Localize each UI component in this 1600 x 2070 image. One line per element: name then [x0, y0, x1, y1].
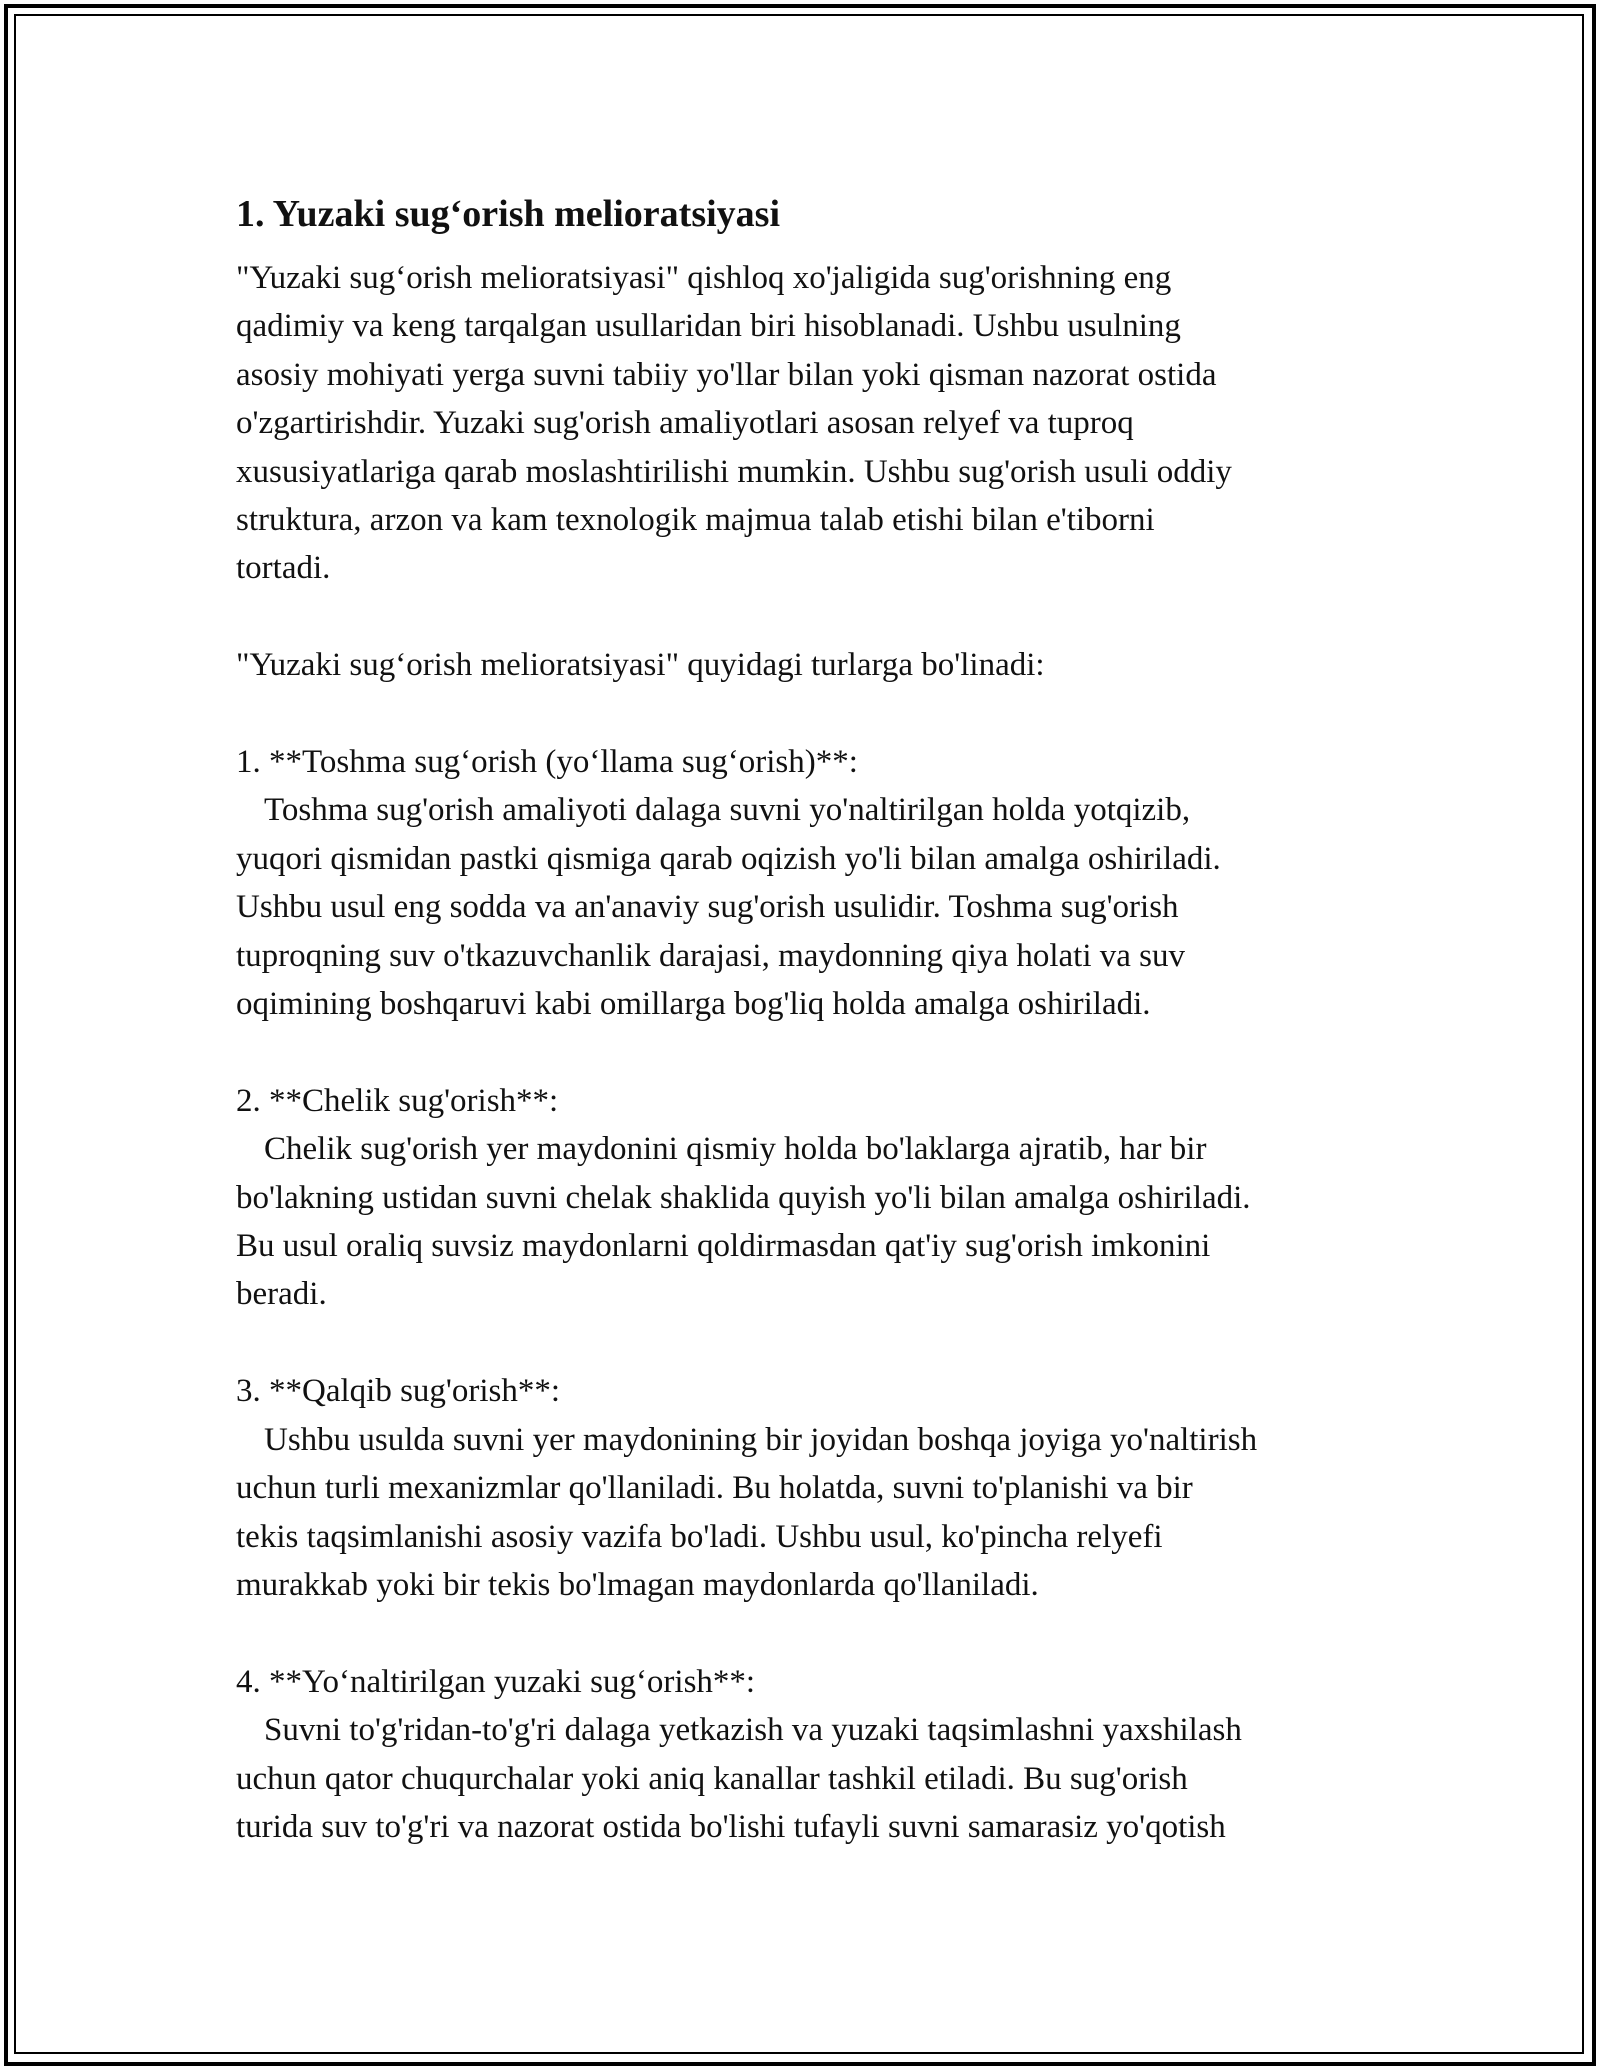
list-item-line: tuproqning suv o'tkazuvchanlik darajasi, maydonning qiya holati va suv: [236, 937, 1186, 974]
list-item-line: tekis taqsimlanishi asosiy vazifa bo'ladi. Ushbu usul, ko'pincha relyefi: [236, 1518, 1163, 1555]
paragraph-spacer: [236, 690, 1396, 738]
document-body: [236, 186, 1396, 1851]
list-item: [236, 1658, 1396, 1852]
intro-line: "Yuzaki sug‘orish melioratsiyasi" qishloq xo'jaligida sug'orishning eng: [236, 260, 1172, 296]
intro-line: struktura, arzon va kam texnologik majmua talab etishi bilan e'tiborni: [236, 502, 1155, 539]
list-item-line: oqimining boshqaruvi kabi omillarga bog'liq holda amalga oshiriladi.: [236, 986, 1151, 1023]
intro-line: tortadi.: [236, 550, 331, 587]
paragraph-spacer: [236, 1319, 1396, 1367]
intro-paragraph: [236, 254, 1396, 593]
list-item-line: Suvni to'g'ridan-to'g'ri dalaga yetkazish va yuzaki taqsimlashni yaxshilash: [264, 1712, 1242, 1749]
list-item: [236, 1367, 1396, 1609]
list-item-title: 2. **Chelik sug'orish**:: [236, 1082, 559, 1119]
section-heading: 1. Yuzaki sug‘orish melioratsiyasi: [236, 193, 781, 235]
paragraph-spacer: [236, 1609, 1396, 1657]
intro-line: xususiyatlariga qarab moslashtirilishi mumkin. Ushbu sug'orish usuli oddiy: [236, 453, 1232, 490]
list-item-line: murakkab yoki bir tekis bo'lmagan maydonlarda qo'llaniladi.: [236, 1566, 1039, 1603]
types-intro: "Yuzaki sug‘orish melioratsiyasi" quyidagi turlarga bo'linadi:: [236, 647, 1045, 684]
list-item-title: 1. **Toshma sug‘orish (yo‘llama sug‘orish)**:: [236, 744, 858, 781]
list-item-line: Toshma sug'orish amaliyoti dalaga suvni yo'naltirilgan holda yotqizib,: [264, 792, 1191, 829]
list-item-line: beradi.: [236, 1276, 327, 1313]
intro-line: o'zgartirishdir. Yuzaki sug'orish amaliyotlari asosan relyef va tuproq: [236, 405, 1134, 442]
list-item-line: Ushbu usulda suvni yer maydonining bir joyidan boshqa joyiga yo'naltirish: [264, 1421, 1258, 1458]
intro-line: asosiy mohiyati yerga suvni tabiiy yo'llar bilan yoki qisman nazorat ostida: [236, 356, 1217, 393]
list-item-line: uchun turli mexanizmlar qo'llaniladi. Bu holatda, suvni to'planishi va bir: [236, 1470, 1193, 1507]
list-item-line: turida suv to'g'ri va nazorat ostida bo'lishi tufayli suvni samarasiz yo'qotish: [236, 1808, 1226, 1845]
list-item-line: yuqori qismidan pastki qismiga qarab oqizish yo'li bilan amalga oshiriladi.: [236, 840, 1221, 877]
list-item-line: Ushbu usul eng sodda va an'anaviy sug'orish usulidir. Toshma sug'orish: [236, 889, 1179, 926]
list-item: [236, 1077, 1396, 1319]
paragraph-spacer: [236, 593, 1396, 641]
list-item-line: Bu usul oraliq suvsiz maydonlarni qoldirmasdan qat'iy sug'orish imkonini: [236, 1228, 1211, 1265]
list-item-line: uchun qator chuqurchalar yoki aniq kanallar tashkil etiladi. Bu sug'orish: [236, 1760, 1188, 1797]
list-item-line: bo'lakning ustidan suvni chelak shaklida quyish yo'li bilan amalga oshiriladi.: [236, 1179, 1251, 1216]
list-item-title: 4. **Yo‘naltirilgan yuzaki sug‘orish**:: [236, 1663, 756, 1700]
intro-line: qadimiy va keng tarqalgan usullaridan biri hisoblanadi. Ushbu usulning: [236, 308, 1181, 345]
paragraph-spacer: [236, 1028, 1396, 1076]
list-item: [236, 738, 1396, 1028]
list-item-line: Chelik sug'orish yer maydonini qismiy holda bo'laklarga ajratib, har bir: [264, 1131, 1207, 1168]
list-item-title: 3. **Qalqib sug'orish**:: [236, 1373, 561, 1410]
